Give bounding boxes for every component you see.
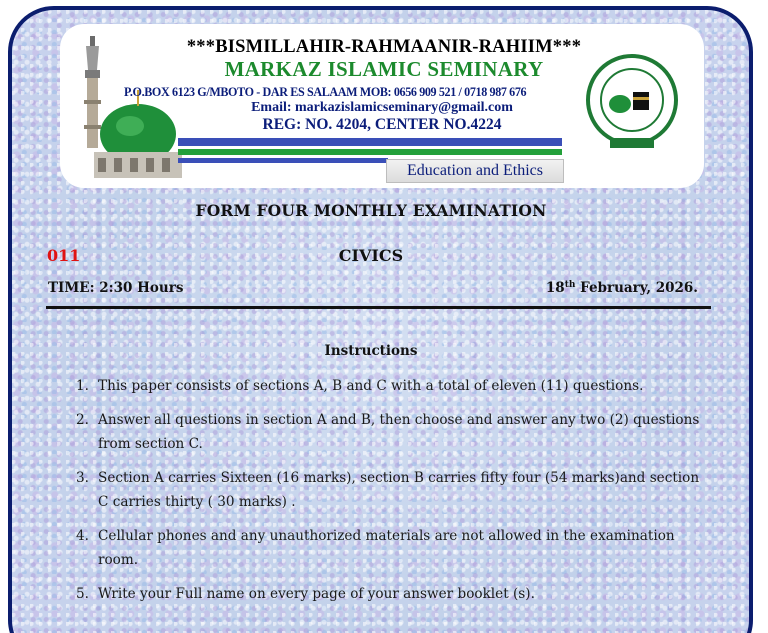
tagline-box: Education and Ethics [386, 159, 564, 183]
subject-code: 011 [47, 246, 81, 265]
instruction-text: Write your Full name on every page of your answer booklet (s). [98, 586, 535, 602]
instruction-number: 5. [76, 586, 89, 602]
school-seal-logo [580, 52, 684, 156]
date-day: 18 [545, 280, 565, 296]
instructions-list [76, 374, 706, 616]
instructions-heading: Instructions [324, 343, 418, 359]
school-header-banner [62, 26, 702, 186]
instruction-text: Cellular phones and any unauthorized materials are not allowed in the examination room. [98, 528, 675, 568]
instruction-number: 4. [76, 528, 89, 544]
instruction-text: This paper consists of sections A, B and C with a total of eleven (11) questions. [98, 378, 644, 394]
instruction-item [76, 524, 706, 572]
instruction-number: 3. [76, 470, 89, 486]
instruction-text: Answer all questions in section A and B, then choose and answer any two (2) questions from section C. [98, 412, 700, 452]
header-text-block [144, 36, 624, 81]
header-divider-blue-short [178, 158, 388, 163]
header-divider-blue [178, 138, 562, 146]
school-address: P.O.BOX 6123 G/MBOTO - DAR ES SALAAM MOB: 0656 909 521 / 0718 987 676 [124, 84, 527, 99]
instruction-item [76, 374, 706, 398]
instruction-text: Section A carries Sixteen (16 marks), section B carries fifty four (54 marks)and section C carries thirty ( 30 marks) . [98, 470, 700, 510]
header-rule [46, 306, 711, 309]
bismillah-line: ***BISMILLAHIR-RAHMAANIR-RAHIIM*** [186, 37, 582, 57]
exam-date [546, 280, 698, 296]
registration-number: REG: NO. 4204, CENTER NO.4224 [262, 116, 502, 133]
instruction-item [76, 408, 706, 456]
date-rest: February, 2026. [575, 280, 698, 296]
instruction-item [76, 582, 706, 606]
school-email: Email: markazislamicseminary@gmail.com [251, 100, 513, 115]
instruction-item [76, 466, 706, 514]
date-suffix: th [564, 280, 576, 290]
instruction-number: 1. [76, 378, 89, 394]
instruction-number: 2. [76, 412, 89, 428]
seminary-name: MARKAZ ISLAMIC SEMINARY [224, 57, 544, 81]
exam-title: FORM FOUR MONTHLY EXAMINATION [195, 201, 547, 220]
header-divider-green [178, 149, 562, 155]
exam-time: TIME: 2:30 Hours [48, 280, 184, 296]
subject-name: CIVICS [338, 246, 404, 265]
